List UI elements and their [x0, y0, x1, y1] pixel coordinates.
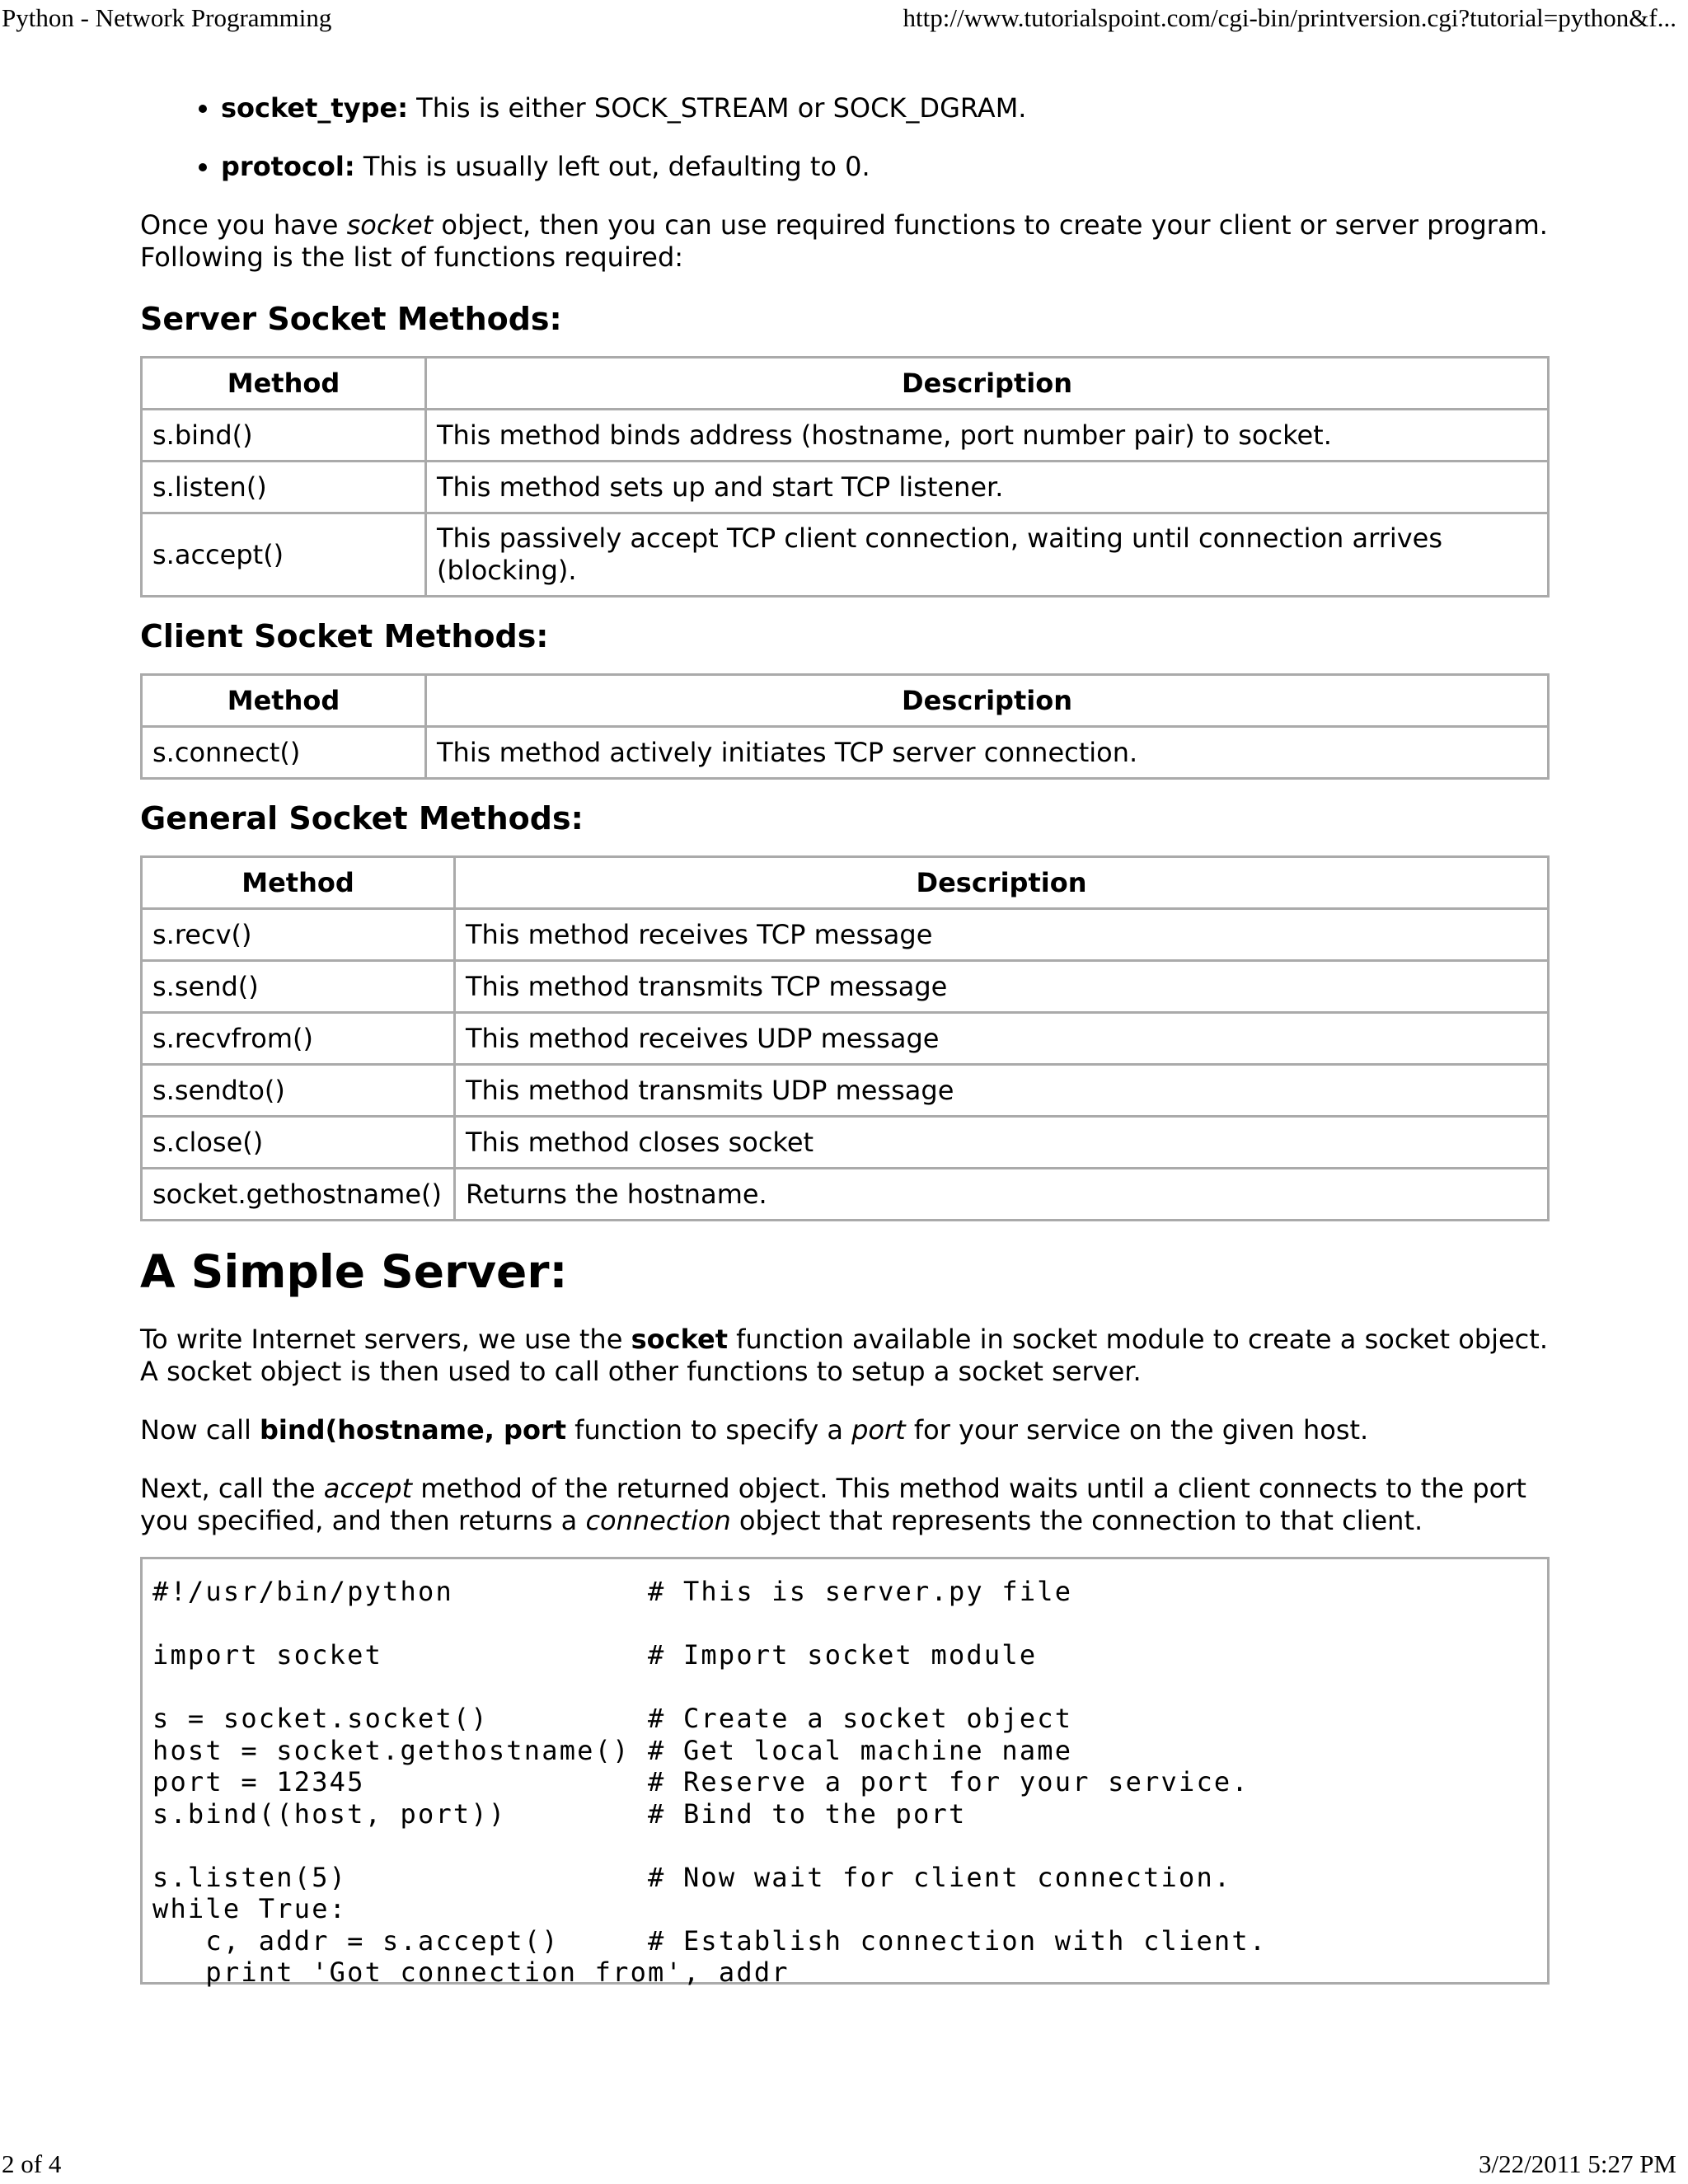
column-header: Method — [142, 358, 426, 410]
table-row: s.connect() This method actively initiates TCP server connection. — [142, 727, 1549, 779]
table-row: s.bind() This method binds address (hostname, port number pair) to socket. — [142, 410, 1549, 462]
article-content — [140, 92, 1550, 1988]
general-methods-heading: General Socket Methods: — [140, 800, 584, 837]
column-header: Description — [426, 675, 1549, 727]
table-row: s.send() This method transmits TCP message — [142, 961, 1549, 1013]
table-row: socket.gethostname() Returns the hostname. — [142, 1169, 1549, 1221]
table-row: s.close() This method closes socket — [142, 1117, 1549, 1169]
table-row: s.recvfrom() This method receives UDP message — [142, 1013, 1549, 1065]
parameter-list — [140, 92, 1550, 183]
print-header-url[interactable]: http://www.tutorialspoint.com/cgi-bin/printversion.cgi?tutorial=python&f... — [903, 3, 1676, 32]
page-number: 2 of 4 — [2, 2149, 62, 2178]
table-row: s.recv() This method receives TCP message — [142, 909, 1549, 961]
column-header: Description — [455, 857, 1549, 909]
table-row: s.listen() This method sets up and start TCP listener. — [142, 462, 1549, 513]
column-header: Method — [142, 675, 426, 727]
intro-paragraph: Once you have socket object, then you can use required functions to create your client or server program. Following is the list of functions required: — [140, 209, 1548, 273]
client-methods-heading: Client Socket Methods: — [140, 618, 549, 654]
general-methods-table — [140, 855, 1550, 1221]
print-header-title: Python - Network Programming — [2, 3, 332, 32]
server-code: #!/usr/bin/python # This is server.py file import socket # Import socket module s = socket.socket() # Create a socket object host = socket.gethostname() # Get local machine name port = 12345 # Reserve a port for your service. s.bind((host, port)) # Bind to the port s.listen(5) # Now wait for client connection. while True: c, addr = s.accept() # Establish connection with client. print 'Got connection from', addr — [152, 1576, 1268, 1988]
server-methods-heading: Server Socket Methods: — [140, 301, 562, 337]
table-row: s.accept() This passively accept TCP client connection, waiting until connection arrives (blocking). — [142, 513, 1549, 597]
simple-server-heading: A Simple Server: — [140, 1245, 568, 1298]
column-header: Method — [142, 857, 455, 909]
list-item: • protocol: This is usually left out, defaulting to 0. — [221, 151, 1550, 183]
paragraph: Next, call the accept method of the returned object. This method waits until a client connects to the port you specified, and then returns a connection object that represents the connection to that client. — [140, 1473, 1526, 1536]
list-item: • socket_type: This is either SOCK_STREAM or SOCK_DGRAM. — [221, 92, 1550, 124]
table-row: s.sendto() This method transmits UDP message — [142, 1065, 1549, 1117]
server-methods-table — [140, 356, 1550, 598]
print-datetime: 3/22/2011 5:27 PM — [1479, 2149, 1676, 2178]
column-header: Description — [426, 358, 1549, 410]
code-block — [140, 1557, 1550, 1988]
paragraph: To write Internet servers, we use the socket function available in socket module to create a socket object. A socket object is then used to call other functions to setup a socket server. — [140, 1324, 1548, 1387]
client-methods-table — [140, 673, 1550, 780]
paragraph: Now call bind(hostname, port function to specify a port for your service on the given host. — [140, 1414, 1369, 1446]
